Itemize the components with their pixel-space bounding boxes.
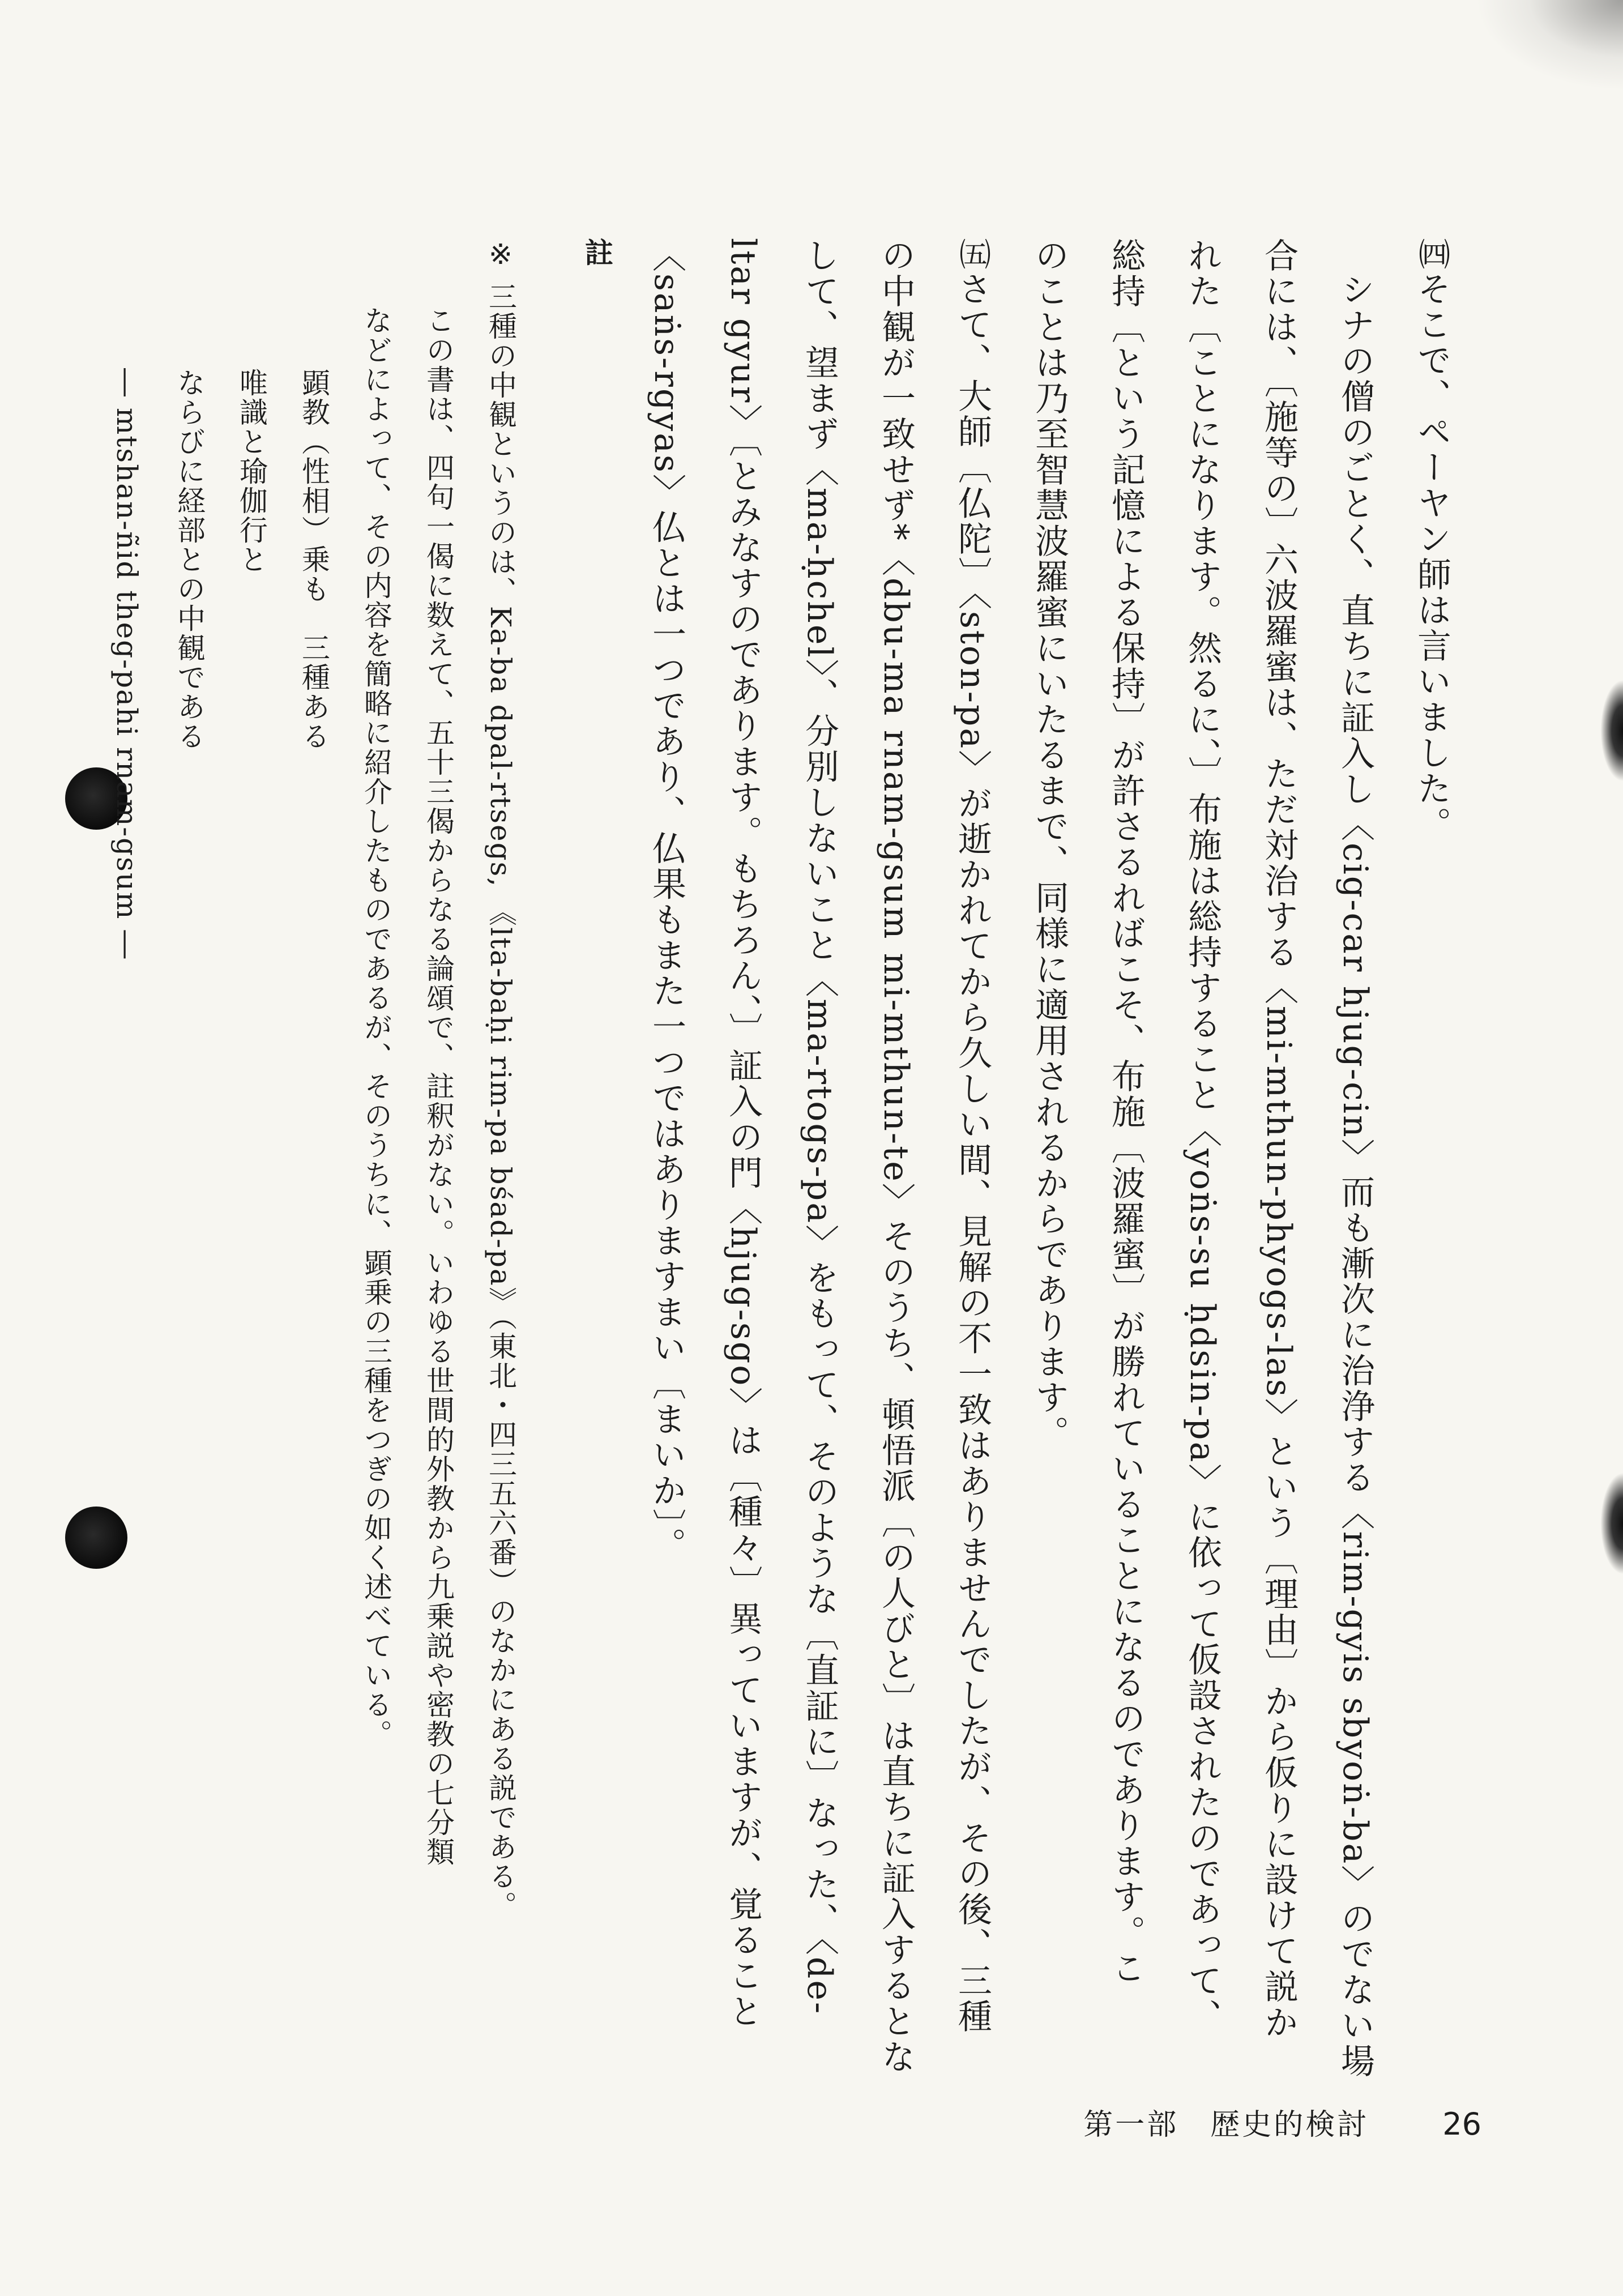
verse-line: 顕教（性相）乗も 三種ある (297, 368, 330, 751)
verse-line: 唯識と瑜伽行と (235, 368, 268, 574)
text-line: 合には、〔施等の〕六波羅蜜は、ただ対治する〈mi-mthun-phyogs-las〉という〔理由〕から仮りに設けて説か (1259, 238, 1299, 2041)
scan-edge-mark (1600, 680, 1623, 782)
text-line: ltar gyur〉〔とみなすのであります。もちろん、〕証入の門〈hjug-sgo〉は〔種々〕異っていますが、覚ること (723, 238, 763, 2030)
note-line: この書は、四句一偈に数えて、五十三偈からなる論頌で、註釈がない。いわゆる世間的外教から九乗説や密教の七分類 (422, 306, 455, 1867)
text-line: の中観が一致せず*〈dbu-ma rnam-gsum mi-mthun-te〉そのうち、頓悟派〔の人びと〕は直ちに証入するとな (876, 238, 916, 2075)
section-marker: ㈤ (954, 238, 991, 271)
text-line: のことは乃至智慧波羅蜜にいたるまで、同様に適用されるからであります。 (1030, 238, 1069, 1451)
page-number: 26 (1442, 2106, 1481, 2142)
notes-heading: 註 (580, 238, 614, 267)
note-line: などによって、その内容を簡略に紹介したものであるが、そのうちに、顕乗の三種をつぎの如く述べている。 (360, 306, 392, 1749)
text-line: シナの僧のごとく、直ちに証入し〈cig-car hjug-cin〉而も漸次に治浄する〈rim-gyis sbyoṅ-ba〉のでない場 (1335, 272, 1375, 2080)
running-title: 第一部 歴史的検討 (1083, 2108, 1369, 2142)
note-line: ※ 三種の中観というのは、Ka-ba dpal-rtsegs, 《lta-baḥi rim-pa bśad-pa》（東北・四三五六番）のなかにある説である。 (484, 238, 517, 1921)
text-line: して、望まず〈ma-ḥchel〉、分別しないこと〈ma-rtogs-pa〉をもって、そのような〔直証に〕なった、〈de- (800, 238, 839, 2016)
page-body (100, 238, 1470, 2096)
section-5 (628, 238, 1011, 2096)
section-4 (1011, 238, 1470, 2096)
text-run: さて、大師〔仏陀〕〈ston-pa〉が逝かれてから久しい間、見解の不一致はありませんでしたが、その後、三種 (953, 271, 992, 2035)
section-marker: ㈣ (1413, 238, 1450, 271)
text-run: そこで、ペーヤン師は言いました。 (1412, 271, 1451, 842)
text-line (1393, 238, 1470, 2096)
scan-edge-shadow (1476, 0, 1623, 91)
text-line: 総持〔という記憶による保持〕が許さるればこそ、布施〔波羅蜜〕が勝れていることになるのであります。こ (1106, 238, 1146, 1986)
text-line: 〈saṅs-rgyas〉仏とは一つであり、仏果もまた一つではありますまい〔まいか〕。 (647, 238, 686, 1563)
page-footer (1083, 2101, 1481, 2143)
verse-line: ― mtshan-ñid theg-pahi rnam-gsum ― (110, 368, 143, 960)
notes-section (96, 238, 628, 2096)
text-line (934, 238, 1011, 2096)
scan-edge-mark (1600, 1473, 1623, 1574)
text-line: れた〔ことになります。然るに、〕布施は総持すること〈yoṅs-su ḥdsin-pa〉に依って仮設されたのであって、 (1182, 238, 1222, 2035)
verse-line: ならびに経部との中観である (173, 368, 206, 751)
